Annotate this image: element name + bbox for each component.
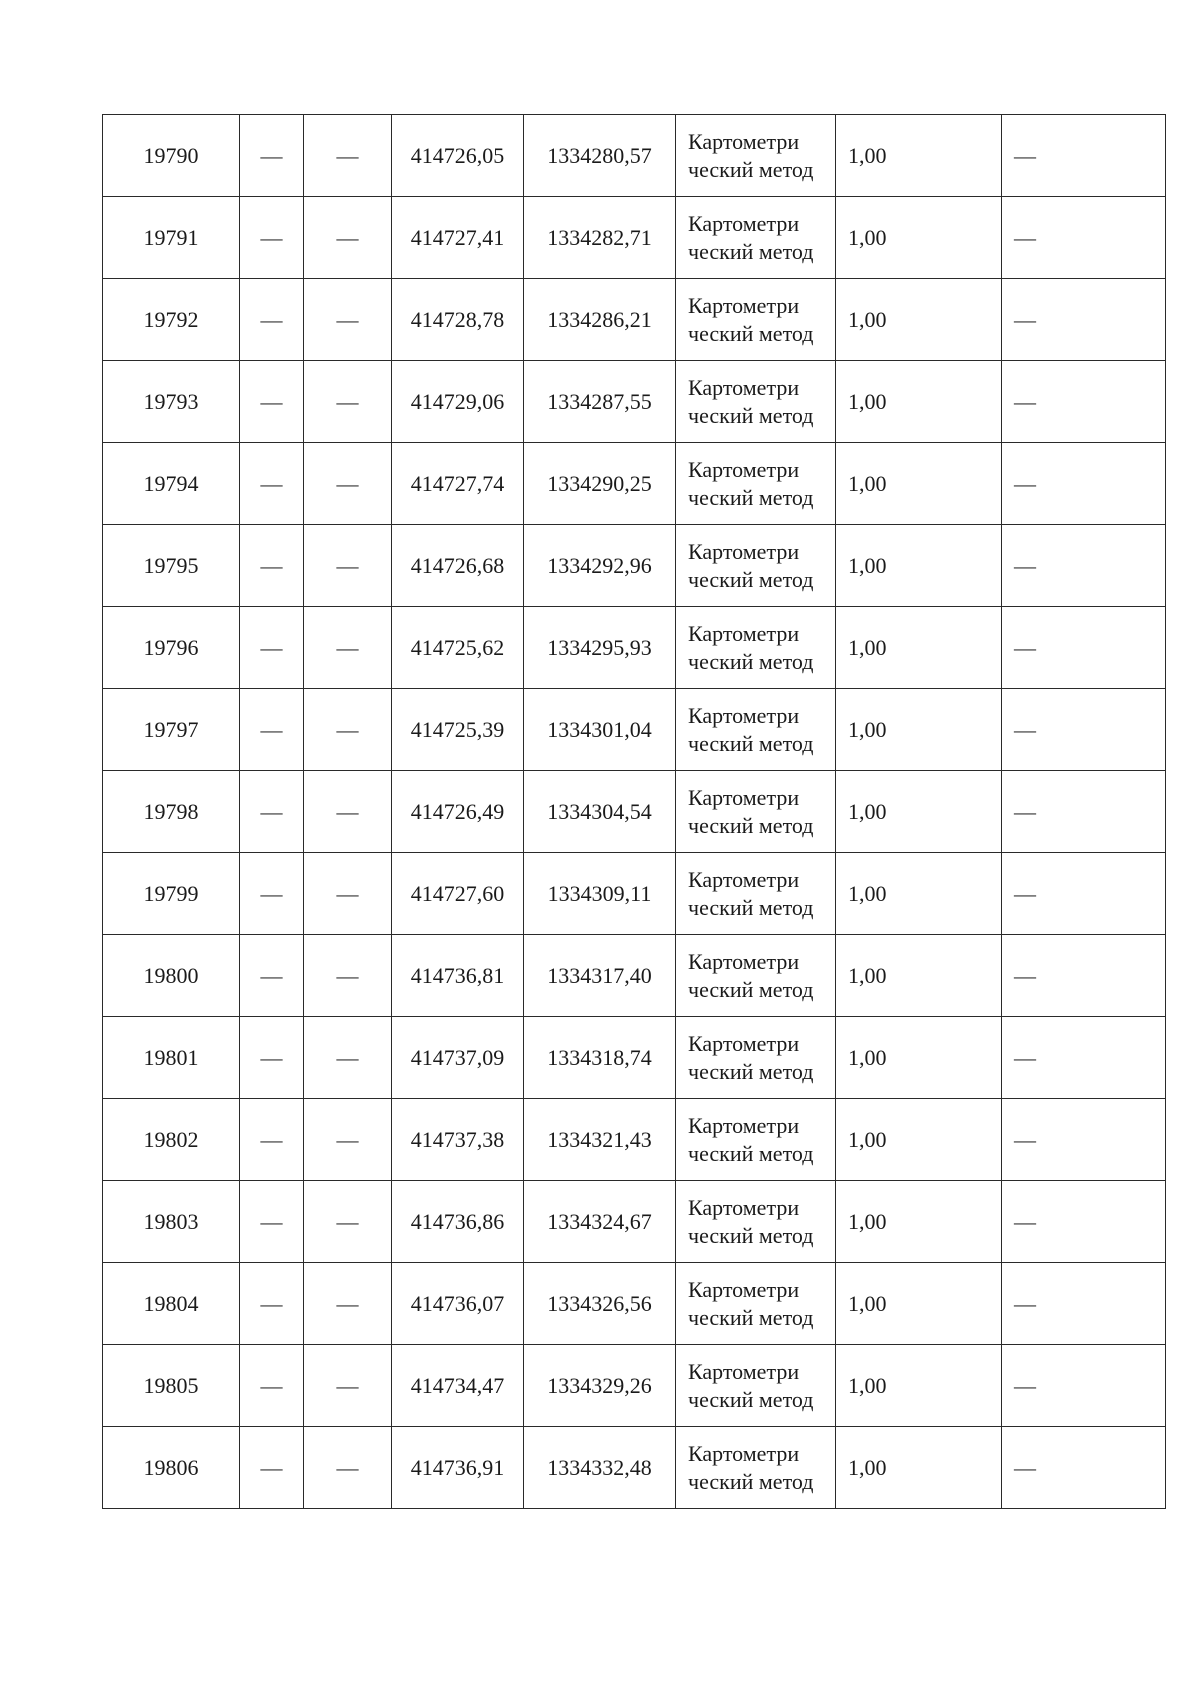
empty-dash-cell: —	[240, 1427, 304, 1509]
y-coordinate-cell: 1334292,96	[524, 525, 676, 607]
empty-dash-cell: —	[1002, 771, 1166, 853]
y-coordinate-cell: 1334301,04	[524, 689, 676, 771]
empty-dash-cell: —	[240, 115, 304, 197]
empty-dash-cell: —	[240, 279, 304, 361]
accuracy-cell: 1,00	[836, 525, 1002, 607]
y-coordinate-cell: 1334329,26	[524, 1345, 676, 1427]
table-row	[103, 197, 1166, 279]
method-cell: Картометри ческий метод	[676, 853, 836, 935]
empty-dash-cell: —	[304, 771, 392, 853]
accuracy-cell: 1,00	[836, 935, 1002, 1017]
empty-dash-cell: —	[240, 853, 304, 935]
x-coordinate-cell: 414728,78	[392, 279, 524, 361]
accuracy-cell: 1,00	[836, 1017, 1002, 1099]
empty-dash-cell: —	[304, 607, 392, 689]
x-coordinate-cell: 414726,05	[392, 115, 524, 197]
empty-dash-cell: —	[304, 1345, 392, 1427]
table-row	[103, 1427, 1166, 1509]
method-cell: Картометри ческий метод	[676, 443, 836, 525]
empty-dash-cell: —	[1002, 1099, 1166, 1181]
empty-dash-cell: —	[304, 361, 392, 443]
method-cell: Картометри ческий метод	[676, 525, 836, 607]
method-cell: Картометри ческий метод	[676, 1345, 836, 1427]
empty-dash-cell: —	[1002, 935, 1166, 1017]
table-row	[103, 1345, 1166, 1427]
y-coordinate-cell: 1334290,25	[524, 443, 676, 525]
method-cell: Картометри ческий метод	[676, 935, 836, 1017]
point-number-cell: 19805	[103, 1345, 240, 1427]
empty-dash-cell: —	[304, 1181, 392, 1263]
method-cell: Картометри ческий метод	[676, 279, 836, 361]
table-row	[103, 525, 1166, 607]
accuracy-cell: 1,00	[836, 279, 1002, 361]
accuracy-cell: 1,00	[836, 361, 1002, 443]
method-cell: Картометри ческий метод	[676, 607, 836, 689]
empty-dash-cell: —	[1002, 853, 1166, 935]
empty-dash-cell: —	[1002, 1427, 1166, 1509]
y-coordinate-cell: 1334286,21	[524, 279, 676, 361]
empty-dash-cell: —	[304, 443, 392, 525]
empty-dash-cell: —	[240, 525, 304, 607]
empty-dash-cell: —	[304, 115, 392, 197]
table-row	[103, 771, 1166, 853]
accuracy-cell: 1,00	[836, 607, 1002, 689]
accuracy-cell: 1,00	[836, 443, 1002, 525]
x-coordinate-cell: 414729,06	[392, 361, 524, 443]
y-coordinate-cell: 1334318,74	[524, 1017, 676, 1099]
y-coordinate-cell: 1334324,67	[524, 1181, 676, 1263]
empty-dash-cell: —	[240, 689, 304, 771]
accuracy-cell: 1,00	[836, 197, 1002, 279]
empty-dash-cell: —	[1002, 197, 1166, 279]
table-row	[103, 1263, 1166, 1345]
table-row	[103, 935, 1166, 1017]
point-number-cell: 19796	[103, 607, 240, 689]
empty-dash-cell: —	[1002, 1263, 1166, 1345]
y-coordinate-cell: 1334280,57	[524, 115, 676, 197]
method-cell: Картометри ческий метод	[676, 361, 836, 443]
y-coordinate-cell: 1334317,40	[524, 935, 676, 1017]
accuracy-cell: 1,00	[836, 1263, 1002, 1345]
point-number-cell: 19803	[103, 1181, 240, 1263]
empty-dash-cell: —	[304, 1017, 392, 1099]
empty-dash-cell: —	[1002, 1181, 1166, 1263]
x-coordinate-cell: 414737,38	[392, 1099, 524, 1181]
x-coordinate-cell: 414727,60	[392, 853, 524, 935]
empty-dash-cell: —	[240, 197, 304, 279]
accuracy-cell: 1,00	[836, 771, 1002, 853]
table-row	[103, 443, 1166, 525]
method-cell: Картометри ческий метод	[676, 1427, 836, 1509]
point-number-cell: 19795	[103, 525, 240, 607]
x-coordinate-cell: 414726,68	[392, 525, 524, 607]
empty-dash-cell: —	[240, 361, 304, 443]
point-number-cell: 19804	[103, 1263, 240, 1345]
empty-dash-cell: —	[240, 443, 304, 525]
point-number-cell: 19790	[103, 115, 240, 197]
table-row	[103, 1181, 1166, 1263]
empty-dash-cell: —	[1002, 115, 1166, 197]
table-row	[103, 361, 1166, 443]
x-coordinate-cell: 414725,39	[392, 689, 524, 771]
empty-dash-cell: —	[240, 1263, 304, 1345]
empty-dash-cell: —	[304, 279, 392, 361]
x-coordinate-cell: 414736,91	[392, 1427, 524, 1509]
method-cell: Картометри ческий метод	[676, 1099, 836, 1181]
x-coordinate-cell: 414736,81	[392, 935, 524, 1017]
empty-dash-cell: —	[1002, 279, 1166, 361]
y-coordinate-cell: 1334295,93	[524, 607, 676, 689]
x-coordinate-cell: 414726,49	[392, 771, 524, 853]
x-coordinate-cell: 414736,86	[392, 1181, 524, 1263]
empty-dash-cell: —	[1002, 443, 1166, 525]
empty-dash-cell: —	[240, 1099, 304, 1181]
empty-dash-cell: —	[304, 689, 392, 771]
y-coordinate-cell: 1334309,11	[524, 853, 676, 935]
point-number-cell: 19792	[103, 279, 240, 361]
empty-dash-cell: —	[1002, 1345, 1166, 1427]
y-coordinate-cell: 1334326,56	[524, 1263, 676, 1345]
coordinates-table	[102, 114, 1166, 1509]
point-number-cell: 19799	[103, 853, 240, 935]
accuracy-cell: 1,00	[836, 1345, 1002, 1427]
y-coordinate-cell: 1334321,43	[524, 1099, 676, 1181]
empty-dash-cell: —	[240, 1345, 304, 1427]
x-coordinate-cell: 414736,07	[392, 1263, 524, 1345]
coordinates-table-body	[103, 115, 1166, 1509]
empty-dash-cell: —	[304, 853, 392, 935]
point-number-cell: 19798	[103, 771, 240, 853]
point-number-cell: 19801	[103, 1017, 240, 1099]
accuracy-cell: 1,00	[836, 115, 1002, 197]
table-row	[103, 607, 1166, 689]
x-coordinate-cell: 414725,62	[392, 607, 524, 689]
point-number-cell: 19791	[103, 197, 240, 279]
table-row	[103, 279, 1166, 361]
empty-dash-cell: —	[240, 935, 304, 1017]
method-cell: Картометри ческий метод	[676, 1181, 836, 1263]
empty-dash-cell: —	[304, 1263, 392, 1345]
method-cell: Картометри ческий метод	[676, 689, 836, 771]
method-cell: Картометри ческий метод	[676, 115, 836, 197]
point-number-cell: 19802	[103, 1099, 240, 1181]
accuracy-cell: 1,00	[836, 853, 1002, 935]
point-number-cell: 19800	[103, 935, 240, 1017]
accuracy-cell: 1,00	[836, 1099, 1002, 1181]
x-coordinate-cell: 414727,74	[392, 443, 524, 525]
empty-dash-cell: —	[240, 607, 304, 689]
method-cell: Картометри ческий метод	[676, 197, 836, 279]
empty-dash-cell: —	[1002, 1017, 1166, 1099]
empty-dash-cell: —	[304, 935, 392, 1017]
empty-dash-cell: —	[240, 1017, 304, 1099]
table-row	[103, 1017, 1166, 1099]
method-cell: Картометри ческий метод	[676, 771, 836, 853]
x-coordinate-cell: 414737,09	[392, 1017, 524, 1099]
empty-dash-cell: —	[240, 771, 304, 853]
y-coordinate-cell: 1334304,54	[524, 771, 676, 853]
table-row	[103, 1099, 1166, 1181]
empty-dash-cell: —	[1002, 607, 1166, 689]
empty-dash-cell: —	[304, 1099, 392, 1181]
point-number-cell: 19794	[103, 443, 240, 525]
empty-dash-cell: —	[304, 197, 392, 279]
empty-dash-cell: —	[304, 1427, 392, 1509]
point-number-cell: 19797	[103, 689, 240, 771]
method-cell: Картометри ческий метод	[676, 1017, 836, 1099]
table-row	[103, 115, 1166, 197]
y-coordinate-cell: 1334282,71	[524, 197, 676, 279]
y-coordinate-cell: 1334287,55	[524, 361, 676, 443]
empty-dash-cell: —	[1002, 525, 1166, 607]
accuracy-cell: 1,00	[836, 1427, 1002, 1509]
empty-dash-cell: —	[240, 1181, 304, 1263]
method-cell: Картометри ческий метод	[676, 1263, 836, 1345]
x-coordinate-cell: 414727,41	[392, 197, 524, 279]
y-coordinate-cell: 1334332,48	[524, 1427, 676, 1509]
empty-dash-cell: —	[304, 525, 392, 607]
table-row	[103, 689, 1166, 771]
point-number-cell: 19806	[103, 1427, 240, 1509]
x-coordinate-cell: 414734,47	[392, 1345, 524, 1427]
empty-dash-cell: —	[1002, 689, 1166, 771]
point-number-cell: 19793	[103, 361, 240, 443]
empty-dash-cell: —	[1002, 361, 1166, 443]
accuracy-cell: 1,00	[836, 1181, 1002, 1263]
accuracy-cell: 1,00	[836, 689, 1002, 771]
table-row	[103, 853, 1166, 935]
